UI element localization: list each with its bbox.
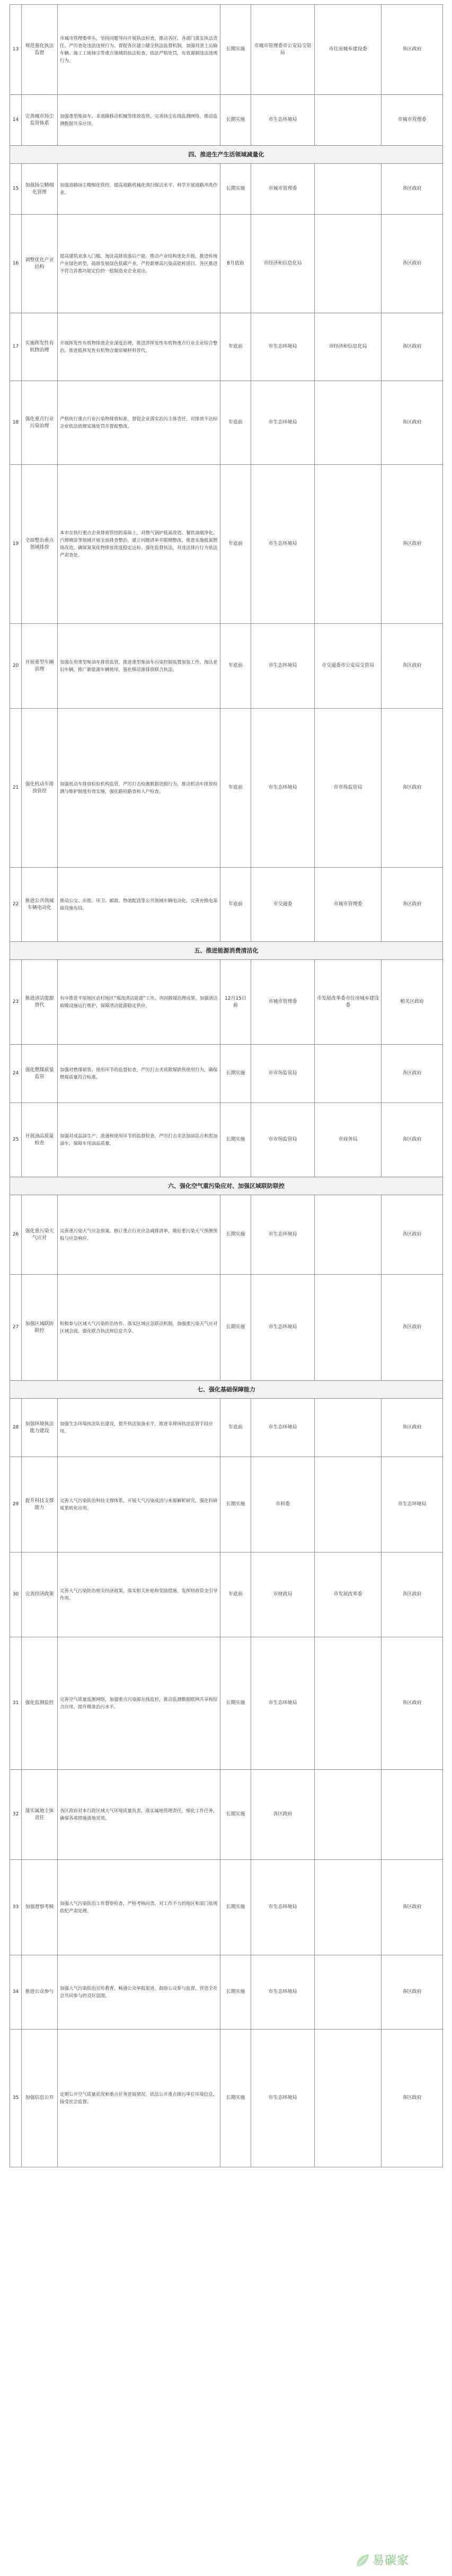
task-number: 16 [10, 215, 22, 313]
lead-department: 市城市管理委 [251, 164, 315, 215]
task-number: 27 [10, 1275, 22, 1381]
task-number: 20 [10, 624, 22, 709]
task-content: 完善大气污染防治科技支撑体系，开展大气污染成因与来源解析研究，强化科研成果转化应用。 [58, 1457, 220, 1552]
task-content: 完善大气污染防治相关经济政策，落实相关补贴和奖励措施，发挥财政资金引导作用。 [58, 1552, 220, 1637]
table-row [10, 95, 443, 146]
task-content: 完善空气质量监测网络，加强重点污染源在线监控，推动监测数据联网共享和综合应用，提升精准治污水平。 [58, 1637, 220, 1770]
task-name: 加强环境执法能力建设 [22, 1399, 58, 1457]
task-number: 31 [10, 1637, 22, 1770]
responsible-unit: 各区政府 [382, 624, 443, 709]
responsible-unit: 各区政府 [382, 1103, 443, 1177]
table-row [10, 1399, 443, 1457]
responsible-unit: 各区政府 [382, 5, 443, 95]
cooperating-department: 市市场监管局 [315, 709, 382, 868]
responsible-unit: 各区政府 [382, 1552, 443, 1637]
task-content: 加强对成品油生产、流通和使用环节的监督检查，严厉打击非法加油站点和黑加油车，保障车用油品质量。 [58, 1103, 220, 1177]
task-number: 35 [10, 2030, 22, 2167]
section-title: 四、推进生产生活领域减量化 [10, 146, 443, 164]
lead-department: 市生态环境局 [251, 1195, 315, 1275]
task-name: 加强区域联防联控 [22, 1275, 58, 1381]
task-name: 强化监测监控 [22, 1637, 58, 1770]
table-row [10, 960, 443, 1045]
responsible-unit: 各区政府 [382, 164, 443, 215]
task-table [10, 4, 443, 2167]
task-deadline: 年底前 [220, 1552, 251, 1637]
table-row [10, 465, 443, 624]
responsible-unit: 各区政府 [382, 868, 443, 942]
lead-department: 市生态环境局 [251, 381, 315, 465]
table-row [10, 709, 443, 868]
task-content: 完善重污染天气应急预案，修订重点行业应急减排清单，做好重污染天气预测预报与应急响应。 [58, 1195, 220, 1275]
table-row [10, 624, 443, 709]
task-content: 积极参与区域大气污染防治协作，落实区域应急联动机制，加强重污染天气应对区域会商，强化联合执法和信息共享。 [58, 1275, 220, 1381]
document [10, 4, 442, 2167]
task-number: 17 [10, 313, 22, 381]
task-number: 21 [10, 709, 22, 868]
task-deadline: 长期实施 [220, 2030, 251, 2167]
cooperating-department [315, 1195, 382, 1275]
task-number: 19 [10, 465, 22, 624]
task-deadline: 长期实施 [220, 1955, 251, 2030]
task-content: 加强机动车排放检验机构监管，严厉打击检测数据造假行为，推动机动车排放检测与维护制度有效实施，强化路检路查和入户检查。 [58, 709, 220, 868]
task-content: 提高建筑业准入门槛，淘汰高排放落后产能，推动产业结构优化升级，推进传统产业绿色转型，鼓励发展绿色低碳产业，严控新增高污染高能耗项目。各区推进不符合首都功能定位的一般制造业企业退出。 [58, 215, 220, 313]
task-content: 加强重型柴油车、非道路移动机械等排放监管，完善扬尘在线监测网络，推动监测数据共享应用。 [58, 95, 220, 146]
task-deadline: 长期实施 [220, 1103, 251, 1177]
lead-department: 市生态环境局 [251, 709, 315, 868]
responsible-unit: 各区政府 [382, 1045, 443, 1103]
table-row [10, 381, 443, 465]
task-name: 强化燃煤质量监管 [22, 1045, 58, 1103]
table-row [10, 313, 443, 381]
task-content: 加强对燃煤销售、使用环节的监督检查，严厉打击劣质散煤销售使用行为，确保燃煤质量符合标准。 [58, 1045, 220, 1103]
lead-department: 市城市管理委 [251, 960, 315, 1045]
task-content: 加强道路扬尘精细化管控，提高道路机械化清扫保洁水平，科学开展道路冲洗作业。 [58, 164, 220, 215]
task-deadline: 12月15日前 [220, 960, 251, 1045]
task-name: 开展重型车辆治理 [22, 624, 58, 709]
task-name: 加强扬尘精细化管理 [22, 164, 58, 215]
task-deadline: 长期实施 [220, 1045, 251, 1103]
task-content: 加强大气污染防治工作督察检查，严格考核问责，对工作不力的地区和部门依规依纪严肃处理。 [58, 1860, 220, 1955]
cooperating-department: 市商务局 [315, 1103, 382, 1177]
task-number: 33 [10, 1860, 22, 1955]
cooperating-department [315, 1399, 382, 1457]
responsible-unit: 各区政府 [382, 1195, 443, 1275]
cooperating-department: 市发展改革委 [315, 1552, 382, 1637]
lead-department: 市科委 [251, 1457, 315, 1552]
responsible-unit: 各区政府 [382, 2030, 443, 2167]
task-deadline: 长期实施 [220, 1637, 251, 1770]
task-deadline: 年底前 [220, 465, 251, 624]
cooperating-department: 市住房城乡建设委 [315, 5, 382, 95]
cooperating-department [315, 1860, 382, 1955]
task-number: 13 [10, 5, 22, 95]
task-name: 规范强化执法监督 [22, 5, 58, 95]
cooperating-department: 市经济和信息化局 [315, 313, 382, 381]
task-deadline: 长期实施 [220, 95, 251, 146]
task-number: 25 [10, 1103, 22, 1177]
task-deadline: 年底前 [220, 1399, 251, 1457]
responsible-unit: 各区政府 [382, 465, 443, 624]
task-deadline: 长期实施 [220, 1860, 251, 1955]
task-content: 加强在用重型柴油车排放监管，推进重型柴油车污染控制装置加装工作，淘汰老旧车辆，推广新能源车辆使用，强化移动源排放联合执法。 [58, 624, 220, 709]
section-header-row [10, 1177, 443, 1195]
responsible-unit: 各区政府 [382, 1275, 443, 1381]
task-number: 15 [10, 164, 22, 215]
table-row [10, 1195, 443, 1275]
responsible-unit: 各区政府 [382, 709, 443, 868]
task-deadline: 长期实施 [220, 1770, 251, 1860]
cooperating-department [315, 1045, 382, 1103]
responsible-unit: 市生态环境局 [382, 1457, 443, 1552]
task-content: 有序推进平原地区农村地区“煤改清洁能源”工作，巩固散煤治理成果，加强清洁取暖设施运行维护，保障清洁能源稳定供应。 [58, 960, 220, 1045]
lead-department: 市生态环境局 [251, 465, 315, 624]
section-title: 五、推进能源消费清洁化 [10, 942, 443, 960]
task-number: 18 [10, 381, 22, 465]
task-number: 28 [10, 1399, 22, 1457]
task-name: 完善经济政策 [22, 1552, 58, 1637]
task-content: 加强生态环境执法队伍建设，提升执法装备水平，推进非现场执法监管手段应用。 [58, 1399, 220, 1457]
table-row [10, 164, 443, 215]
task-content: 定期公开空气质量状况和重点任务进展情况，依法公开重点排污单位环境信息，接受社会监督。 [58, 2030, 220, 2167]
task-deadline: 长期实施 [220, 164, 251, 215]
cooperating-department [315, 1770, 382, 1860]
task-content: 推动公交、出租、环卫、邮政、物流配送等公共领域车辆电动化，完善充换电基础设施布局。 [58, 868, 220, 942]
cooperating-department [315, 1955, 382, 2030]
task-deadline: 8月底前 [220, 215, 251, 313]
lead-department: 市生态环境局 [251, 1399, 315, 1457]
lead-department: 市生态环境局 [251, 313, 315, 381]
responsible-unit: 各区政府 [382, 215, 443, 313]
lead-department: 市城市管理委市公安局交管局 [251, 5, 315, 95]
table-row [10, 1045, 443, 1103]
task-deadline: 年底前 [220, 709, 251, 868]
task-name: 强化机动车排放管控 [22, 709, 58, 868]
responsible-unit: 各区政府 [382, 1399, 443, 1457]
leaf-icon [354, 2553, 370, 2569]
lead-department: 各区政府 [251, 1770, 315, 1860]
task-name: 推进公共领域车辆电动化 [22, 868, 58, 942]
task-content: 加强大气污染防治宣传教育，畅通公众举报渠道，鼓励公众参与监督，营造全社会共同参与的良好氛围。 [58, 1955, 220, 2030]
table-row [10, 868, 443, 942]
section-title: 七、强化基础保障能力 [10, 1381, 443, 1399]
table-row [10, 215, 443, 313]
table-row [10, 5, 443, 95]
responsible-unit [382, 1770, 443, 1860]
responsible-unit: 各区政府 [382, 381, 443, 465]
task-number: 23 [10, 960, 22, 1045]
task-name: 提升科技支撑能力 [22, 1457, 58, 1552]
task-content: 严格执行重点行业污染物排放标准，督促企业落实治污主体责任，对排放不达标企业依法依规实施处罚并督促整改。 [58, 381, 220, 465]
responsible-unit: 各区政府 [382, 1955, 443, 2030]
cooperating-department [315, 381, 382, 465]
task-deadline: 年底前 [220, 313, 251, 381]
task-name: 开展油品质量检查 [22, 1103, 58, 1177]
task-name: 落实属地主体责任 [22, 1770, 58, 1860]
lead-department: 市生态环境局 [251, 95, 315, 146]
table-row [10, 1770, 443, 1860]
task-content: 开展挥发性有机物排放企业深度治理，推进涉挥发性有机物重点行业企业综合整治，推进低挥发性有机物含量原辅材料替代。 [58, 313, 220, 381]
task-table-body [10, 5, 443, 2167]
task-number: 26 [10, 1195, 22, 1275]
section-header-row [10, 942, 443, 960]
task-name: 强化重污染天气应对 [22, 1195, 58, 1275]
task-name: 加强督察考核 [22, 1860, 58, 1955]
lead-department: 市生态环境局 [251, 1860, 315, 1955]
table-row [10, 1103, 443, 1177]
task-number: 22 [10, 868, 22, 942]
task-content: 本市在执行重点企业排放管控的基础上，对燃气锅炉低氮改造、餐饮油烟净化、汽修喷涂等领域开展全面排查整治，建立问题清单并限期整改。推进实施低氮燃烧改造，确保氮氧化物排放浓度稳定达标。强化监督执法，对违法排污行为依法严肃查处。 [58, 465, 220, 624]
cooperating-department: 市交通委市公安局交管局 [315, 624, 382, 709]
task-deadline: 长期实施 [220, 1275, 251, 1381]
task-number: 30 [10, 1552, 22, 1637]
cooperating-department [315, 1637, 382, 1770]
task-name: 完善城市扬尘监管体系 [22, 95, 58, 146]
lead-department: 市市场监管局 [251, 1045, 315, 1103]
section-header-row [10, 1381, 443, 1399]
cooperating-department: 市发展改革委市住房城乡建设委 [315, 960, 382, 1045]
cooperating-department [315, 95, 382, 146]
table-row [10, 2030, 443, 2167]
task-deadline: 长期实施 [220, 1457, 251, 1552]
lead-department: 市财政局 [251, 1552, 315, 1637]
cooperating-department [315, 1457, 382, 1552]
table-row [10, 1457, 443, 1552]
lead-department: 市生态环境局 [251, 1275, 315, 1381]
task-content: 市城市管理委牵头，坚持问题导向开展执法检查，推动各区、各部门落实执法责任，严厉查处违法违规行为。督促各区建立健全执法监督机制，加强对渣土运输车辆、施工工地扬尘等重点领域的执法检查，依法严格处罚，有效遏制违法违规行为。 [58, 5, 220, 95]
task-name: 加强信息公开 [22, 2030, 58, 2167]
watermark-text: 易碳家 [373, 2554, 410, 2568]
cooperating-department [315, 215, 382, 313]
cooperating-department: 市城市管理委 [315, 868, 382, 942]
task-number: 32 [10, 1770, 22, 1860]
responsible-unit: 各区政府 [382, 313, 443, 381]
task-number: 14 [10, 95, 22, 146]
task-deadline: 长期实施 [220, 1195, 251, 1275]
lead-department: 市生态环境局 [251, 2030, 315, 2167]
task-deadline: 年底前 [220, 381, 251, 465]
table-row [10, 1552, 443, 1637]
watermark-logo [354, 2549, 434, 2573]
cooperating-department [315, 465, 382, 624]
task-name: 调整优化产业结构 [22, 215, 58, 313]
task-number: 24 [10, 1045, 22, 1103]
responsible-unit: 各区政府 [382, 1860, 443, 1955]
lead-department: 市生态环境局 [251, 1637, 315, 1770]
task-deadline: 长期实施 [220, 5, 251, 95]
lead-department: 市市场监管局 [251, 1103, 315, 1177]
task-content: 各区政府对本行政区域大气环境质量负责，落实属地管理责任，细化工作任务，确保各项措施落地见效。 [58, 1770, 220, 1860]
cooperating-department [315, 1275, 382, 1381]
task-deadline: 年底前 [220, 868, 251, 942]
cooperating-department [315, 164, 382, 215]
lead-department: 市生态环境局 [251, 624, 315, 709]
task-name: 推进公众参与 [22, 1955, 58, 2030]
cooperating-department [315, 2030, 382, 2167]
section-header-row [10, 146, 443, 164]
task-name: 强化重点行业污染治理 [22, 381, 58, 465]
responsible-unit: 各区政府 [382, 1637, 443, 1770]
table-row [10, 1860, 443, 1955]
lead-department: 市生态环境局 [251, 1955, 315, 2030]
table-row [10, 1955, 443, 2030]
task-name: 实施挥发性有机物治理 [22, 313, 58, 381]
table-row [10, 1637, 443, 1770]
task-name: 全面整治重点领域排放 [22, 465, 58, 624]
task-number: 29 [10, 1457, 22, 1552]
task-deadline: 年底前 [220, 624, 251, 709]
responsible-unit: 相关区政府 [382, 960, 443, 1045]
table-row [10, 1275, 443, 1381]
section-title: 六、强化空气重污染应对、加强区域联防联控 [10, 1177, 443, 1195]
responsible-unit: 市城市管理委 [382, 95, 443, 146]
lead-department: 市经济和信息化局 [251, 215, 315, 313]
task-name: 推进清洁能源替代 [22, 960, 58, 1045]
task-number: 34 [10, 1955, 22, 2030]
lead-department: 市交通委 [251, 868, 315, 942]
